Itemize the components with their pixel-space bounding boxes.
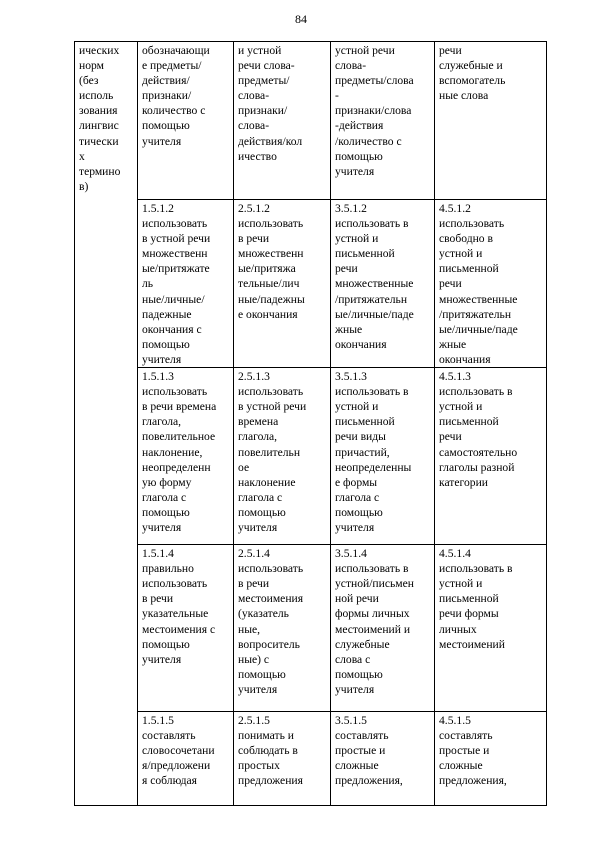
table-cell: обозначающи е предметы/ действия/ признаки/ количество с помощью учителя bbox=[138, 42, 234, 200]
table-row bbox=[75, 368, 547, 545]
table-cell: 1.5.1.2 использовать в устной речи множественн ые/притяжате ль ные/личные/ падежные окончания с помощью учителя bbox=[138, 200, 234, 368]
table-cell: 1.5.1.4 правильно использовать в речи указательные местоимения с помощью учителя bbox=[138, 545, 234, 712]
table-cell: устной речи слова- предметы/слова - признаки/слова -действия /количество с помощью учителя bbox=[331, 42, 435, 200]
page-number: 84 bbox=[295, 12, 307, 26]
table-cell: 1.5.1.3 использовать в речи времена глагола, повелительное наклонение, неопределенн ую форму глагола с помощью учителя bbox=[138, 368, 234, 545]
table-row bbox=[75, 545, 547, 712]
table-cell: 2.5.1.5 понимать и соблюдать в простых предложения bbox=[234, 712, 331, 806]
table-cell: 3.5.1.5 составлять простые и сложные предложения, bbox=[331, 712, 435, 806]
table-cell: 4.5.1.5 составлять простые и сложные предложения, bbox=[435, 712, 547, 806]
table-cell: и устной речи слова- предметы/ слова- признаки/ слова- действия/кол ичество bbox=[234, 42, 331, 200]
table-cell: 4.5.1.4 использовать в устной и письменной речи формы личных местоимений bbox=[435, 545, 547, 712]
table-cell: 4.5.1.2 использовать свободно в устной и письменной речи множественные /притяжательн ые/личные/паде жные окончания bbox=[435, 200, 547, 368]
norms-side-cell: ических норм (без исполь зования лингвис тически х термино в) bbox=[75, 42, 138, 806]
table-row bbox=[75, 200, 547, 368]
table-row bbox=[75, 42, 547, 200]
table-cell: речи служебные и вспомогатель ные слова bbox=[435, 42, 547, 200]
table-cell: 3.5.1.3 использовать в устной и письменной речи виды причастий, неопределенны е формы глагола с помощью учителя bbox=[331, 368, 435, 545]
table-cell: 4.5.1.3 использовать в устной и письменной речи самостоятельно глаголы разной категории bbox=[435, 368, 547, 545]
table-row bbox=[75, 712, 547, 806]
table-cell: 2.5.1.3 использовать в устной речи времена глагола, повелительн ое наклонение глагола с помощью учителя bbox=[234, 368, 331, 545]
table-cell: 1.5.1.5 составлять словосочетани я/предложени я соблюдая bbox=[138, 712, 234, 806]
table-cell: 3.5.1.2 использовать в устной и письменной речи множественные /притяжательн ые/личные/паде жные окончания bbox=[331, 200, 435, 368]
table-cell: 2.5.1.2 использовать в речи множественн ые/притяжа тельные/лич ные/падежны е окончания bbox=[234, 200, 331, 368]
table-cell: 2.5.1.4 использовать в речи местоимения (указатель ные, вопроситель ные) с помощью учителя bbox=[234, 545, 331, 712]
curriculum-table bbox=[74, 41, 547, 806]
table-cell: 3.5.1.4 использовать в устной/письмен ной речи формы личных местоимений и служебные слова с помощью учителя bbox=[331, 545, 435, 712]
